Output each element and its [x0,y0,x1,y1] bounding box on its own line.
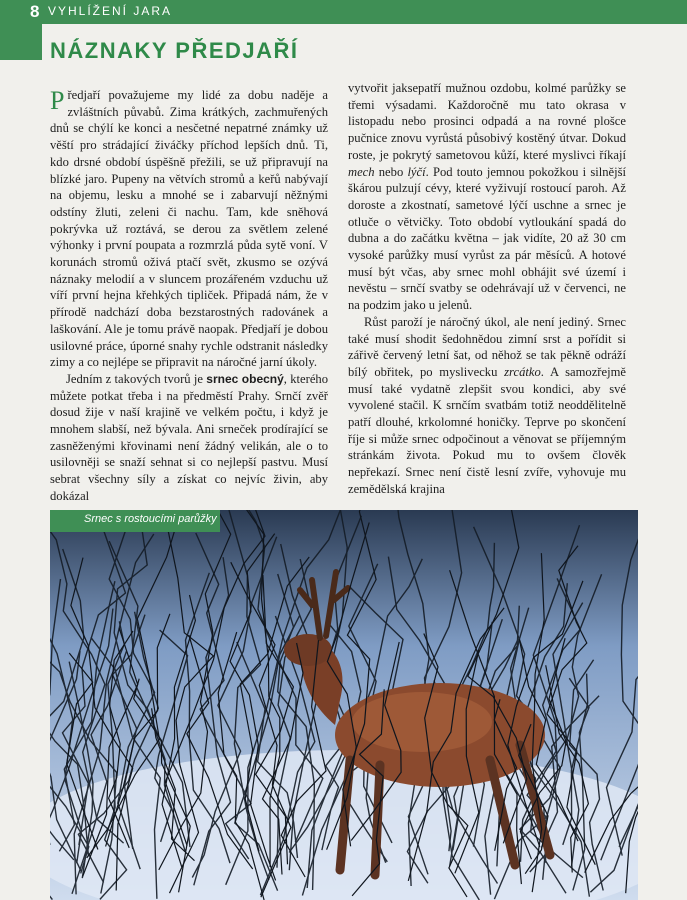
text-column-right [348,80,626,498]
paragraph-text: . Pod touto jemnou pokožkou i silnější škárou pulzují cévy, které vyživují rostoucí paroh. Až doroste a zkostnatí, sametové lýčí uschne a srnec je otluče o větvičky. Toto období vytloukání spadá do dubna a do začátku května – jak vidíte, 20 až 30 cm vysoké parůžky musí vyrůst za pár měsíců. A hotové musí být včas, aby srnec mohl obhájit své území i nevěstu – srnčí svatby se odehrávají už v červenci, ne na podzim jako u jelenů. [348,164,626,313]
page-number: 8 [30,2,40,21]
paragraph [50,371,328,505]
deer-photo [50,510,638,900]
paragraph-text: vytvořit jaksepatří mužnou ozdobu, kolmé parůžky se třemi výsadami. Každoročně mu tato okrasa v listopadu nebo prosinci odpadá a na rovné plošce pučnice znovu vyrůstá působivý kostěný útvar. Dokud roste, je pokrytý sametovou kůží, které myslivci říkají [348,81,626,162]
snow-scene-illustration [50,510,638,900]
paragraph-text: . A samozřejmě musí také vydatně zlepšit svou kondici, aby své vyvolené stačil. K srnčím svatbám totiž neoddělitelně patří dlouhé, krkolomné honičky. Teprve po skončení říje si může srnec odpočinout a věnovat se příjemným stránkám života. Pokud mu to ovšem člověk nepřekazí. Srnec není čistě lesní zvíře, vyhovuje mu zemědělská krajina [348,364,626,496]
italic-term: mech [348,164,375,179]
paragraph-text: ředjaří považujeme my lidé za dobu naděje a zvláštních půvabů. Zima krátkých, zachmuřených dnů se chýlí ke konci a nesčetné nepatrné známky už věští pro strádající živáčky příchod lepších dnů. Ti, kdo drsné období úspěšně přežili, se už připravují na blízké jaro. Pupeny na větvích stromů a keřů nabývají na objemu, lesku a mnohé se i zabarvují něžnými odstíny žluti, zeleni či nachu. Tam, kde sněhová pokrývka už roztává, se derou za světlem zelené výhonky i první poupata a rozmrzlá půda sytě voní. V korunách stromů oživá ptačí svět, zkusmo se ozývá náznaky melodií a v sluncem prozářeném vzduchu už víří první hejna křehkých tipliček. Připadá nám, že v přírodě nadchází doba bezstarostných radovánek a laškování. Ale je tomu právě naopak. Předjaří je dobou usilovné práce, úporné snahy rychle odstranit následky zimy a co nejlépe se připravit na náročné jarní úkoly. [50,88,328,370]
paragraph [50,87,328,371]
paragraph-text: Jedním z takových tvorů je [66,371,207,386]
italic-term: zrcátko [504,364,541,379]
text-column-left [50,87,328,505]
paragraph-text: Růst paroží je náročný úkol, ale není jediný. Srnec také musí shodit šedohnědou zimní srst a pořídit si zářivě červený letní šat, od něhož se tak pěkně odráží bílý obřitek, po myslivecku [348,314,626,379]
italic-term: lýčí [407,164,426,179]
section-title: VYHLÍŽENÍ JARA [48,4,173,18]
photo-caption: Srnec s rostoucími parůžky [84,513,217,525]
article-title: NÁZNAKY PŘEDJAŘÍ [50,38,299,63]
photo-caption-bar [50,510,220,532]
paragraph-text: , kterého můžete potkat třeba i na předměstí Prahy. Srnčí zvěř dosud žije v naší krajině ve velkém počtu, i když je mnohem slabší, než bývala. Ani srneček prodírající se zasněženými křovinami není žádný velikán, ale o to usilovněji se snaží sehnat si co nejlepší pastvu. Musí sebrat všechny síly a získat co nejvíc živin, aby dokázal [50,371,329,503]
paragraph-text: nebo [374,164,408,179]
paragraph [348,314,626,498]
paragraph [348,80,626,314]
drop-cap: P [50,86,65,115]
highlighted-term: srnec obecný [206,371,284,386]
